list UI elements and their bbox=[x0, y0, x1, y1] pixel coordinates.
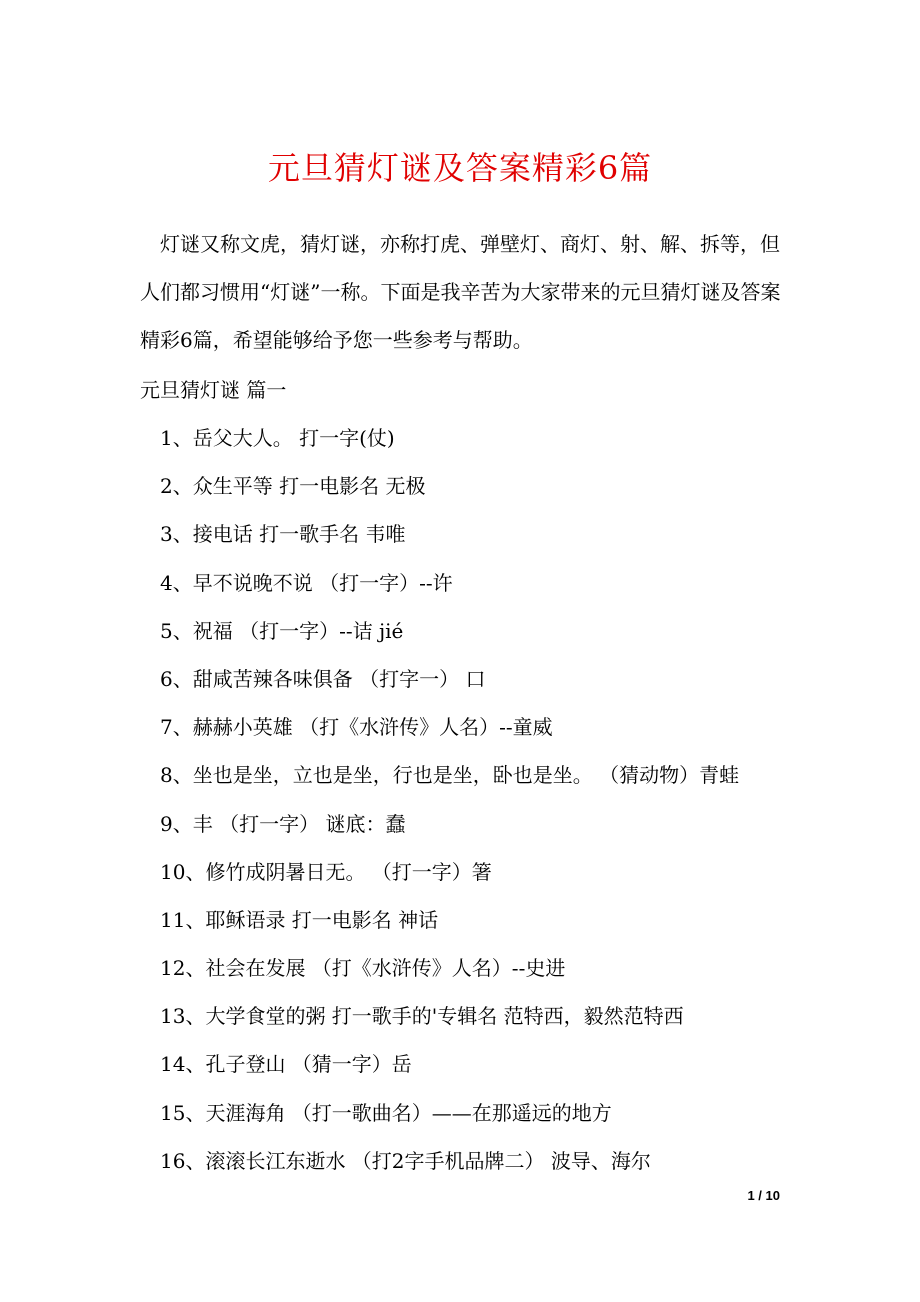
riddle-item: 9、丰 （打一字） 谜底：蠢 bbox=[160, 811, 406, 836]
riddle-item: 11、耶稣语录 打一电影名 神话 bbox=[160, 907, 439, 932]
riddle-item: 8、坐也是坐，立也是坐，行也是坐，卧也是坐。 （猜动物）青蛙 bbox=[160, 763, 740, 788]
riddle-item: 16、滚滚长江东逝水 （打2字手机品牌二） 波导、海尔 bbox=[160, 1148, 651, 1173]
riddle-item: 3、接电话 打一歌手名 韦唯 bbox=[160, 522, 406, 547]
riddle-item: 13、大学食堂的粥 打一歌手的'专辑名 范特西，毅然范特西 bbox=[160, 1004, 684, 1029]
riddle-item: 1、岳父大人。 打一字(仗) bbox=[160, 426, 395, 450]
riddle-item: 10、修竹成阴暑日无。 （打一字）箸 bbox=[160, 859, 492, 884]
section-heading: 元旦猜灯谜 篇一 bbox=[140, 378, 287, 402]
page-number: 1 / 10 bbox=[747, 1188, 780, 1203]
riddle-item: 7、赫赫小英雄 （打《水浒传》人名）--童威 bbox=[160, 715, 553, 740]
riddle-item: 2、众生平等 打一电影名 无极 bbox=[160, 474, 426, 499]
riddle-item: 12、社会在发展 （打《水浒传》人名）--史进 bbox=[160, 956, 566, 981]
riddle-item: 15、天涯海角 （打一歌曲名）——在那遥远的地方 bbox=[160, 1100, 612, 1125]
riddle-item: 14、孔子登山 （猜一字）岳 bbox=[160, 1052, 412, 1077]
riddle-list bbox=[160, 414, 800, 1185]
riddle-item: 5、祝福 （打一字）--诘 jié bbox=[160, 618, 404, 643]
riddle-item: 6、甜咸苦辣各味俱备 （打字一） 口 bbox=[160, 666, 486, 691]
document-title: 元旦猜灯谜及答案精彩6篇 bbox=[267, 149, 653, 187]
riddle-item: 4、早不说晚不说 （打一字）--许 bbox=[160, 570, 453, 595]
intro-paragraph: 灯谜又称文虎，猜灯谜，亦称打虎、弹壁灯、商灯、射、解、拆等，但人们都习惯用“灯谜”一称。下面是我辛苦为大家带来的元旦猜灯谜及答案精彩6篇，希望能够给予您一些参考与帮助。 bbox=[140, 232, 781, 352]
